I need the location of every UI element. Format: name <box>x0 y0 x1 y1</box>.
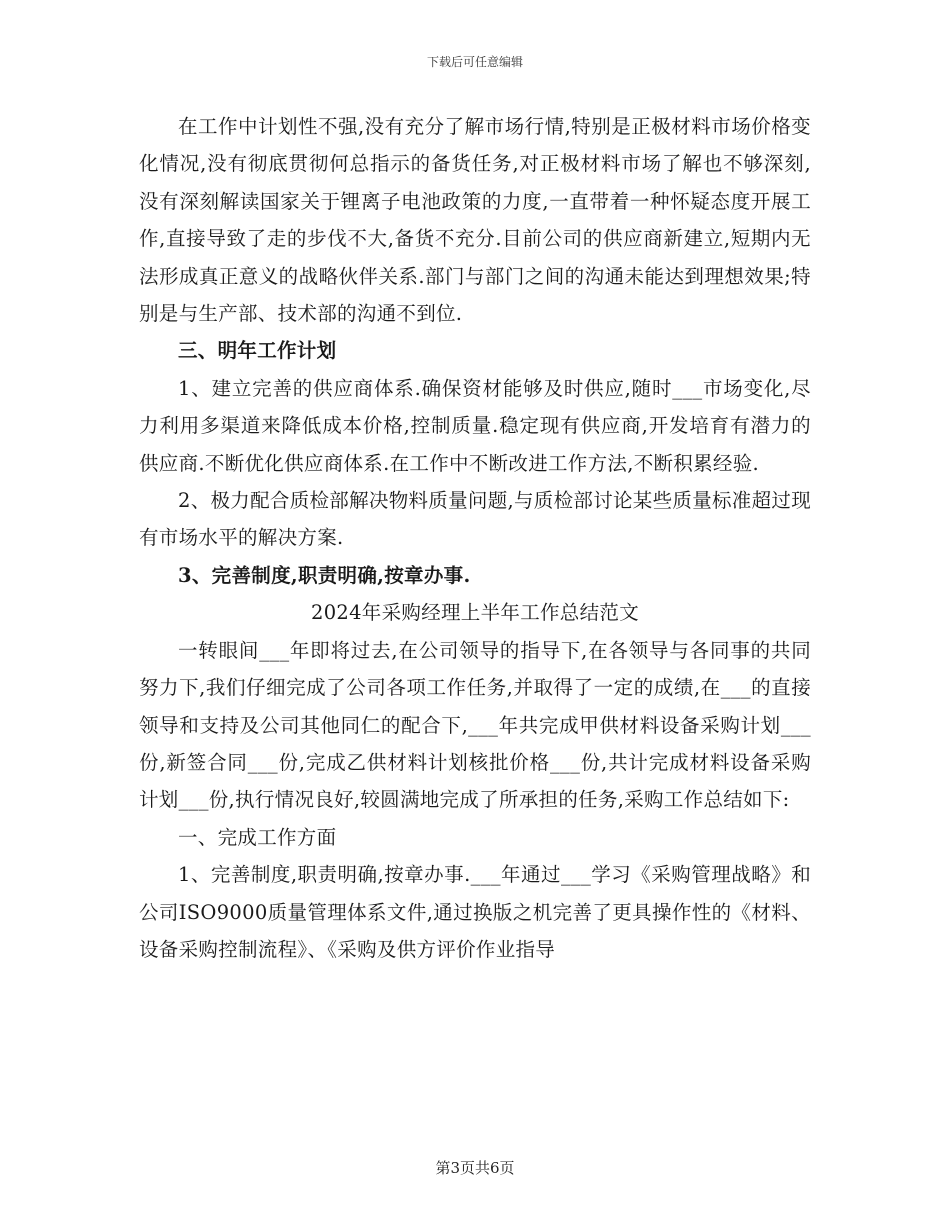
paragraph-problems: 在工作中计划性不强,没有充分了解市场行情,特别是正极材料市场价格变化情况,没有彻底贯彻何总指示的备货任务,对正极材料市场了解也不够深刻,没有深刻解读国家关于锂离子电池政策的力度,一直带着一种怀疑态度开展工作,直接导致了走的步伐不大,备货不充分.目前公司的供应商新建立,短期内无法形成真正意义的战略伙伴关系.部门与部门之间的沟通未能达到理想效果;特别是与生产部、技术部的沟通不到位. <box>139 115 811 326</box>
article-title: 2024年采购经理上半年工作总结范文 <box>310 601 640 625</box>
document-body <box>139 108 811 968</box>
page-number: 第3页共6页 <box>435 1159 515 1177</box>
paragraph-plan-item-1: 1、建立完善的供应商体系.确保资材能够及时供应,随时___市场变化,尽力利用多渠道来降低成本价格,控制质量.稳定现有供应商,开发培育有潜力的供应商.不断优化供应商体系.在工作中不断改进工作方法,不断积累经验. <box>139 376 811 475</box>
paragraph-completed-item-1: 1、完善制度,职责明确,按章办事.___年通过___学习《采购管理战略》和公司ISO9000质量管理体系文件,通过换版之机完善了更具操作性的《材料、设备采购控制流程》、《采购及供方评价作业指导 <box>139 863 811 961</box>
paragraph-intro: 一转眼间___年即将过去,在公司领导的指导下,在各领导与各同事的共同努力下,我们仔细完成了公司各项工作任务,并取得了一定的成绩,在___的直接领导和支持及公司其他同仁的配合下,___年共完成甲供材料设备采购计划___份,新签合同___份,完成乙供材料计划核批价格___份,共计完成材料设备采购计划___份,执行情况良好,较圆满地完成了所承担的任务,采购工作总结如下: <box>139 638 811 812</box>
page-header: 下载后可任意编辑 <box>426 55 523 69</box>
section-heading-next-year-plan: 三、明年工作计划 <box>178 339 337 363</box>
paragraph-plan-item-3: 3、完善制度,职责明确,按章办事. <box>178 563 471 587</box>
subheading-completed-work: 一、完成工作方面 <box>178 825 337 849</box>
paragraph-plan-item-2: 2、极力配合质检部解决物料质量问题,与质检部讨论某些质量标准超过现有市场水平的解决方案. <box>139 489 812 550</box>
